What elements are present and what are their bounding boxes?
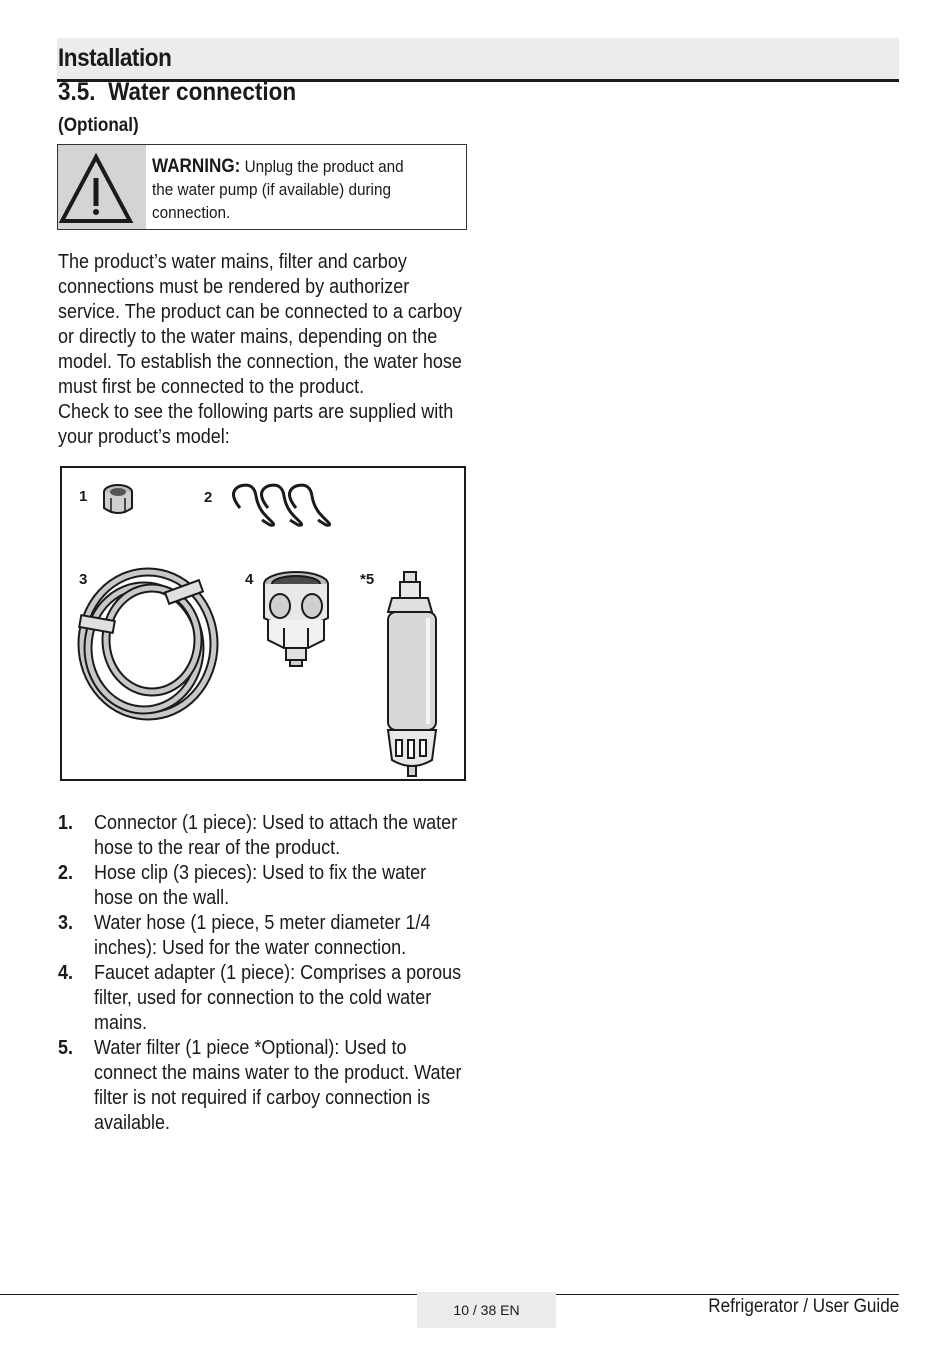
water-hose-icon xyxy=(79,572,214,716)
figure-label-4: 4 xyxy=(245,571,254,588)
section-heading: Water connection xyxy=(108,78,297,106)
warning-message: Unplug the product and the water pump (if available) during connection. xyxy=(152,157,404,222)
list-text: Water hose (1 piece, 5 meter diameter 1/4 inches): Used for the water connection. xyxy=(94,912,431,959)
figure-label-5: *5 xyxy=(360,571,375,588)
list-index: 3. xyxy=(58,912,74,934)
warning-label: WARNING: xyxy=(152,156,241,177)
faucet-adapter-icon xyxy=(264,572,328,666)
warning-triangle-icon xyxy=(58,145,146,229)
connector-icon xyxy=(104,485,132,513)
list-item xyxy=(58,961,468,1036)
section-number: 3.5. xyxy=(58,78,96,106)
parts-illustration xyxy=(62,468,464,779)
warning-box xyxy=(57,144,467,230)
list-text: Hose clip (3 pieces): Used to fix the water hose on the wall. xyxy=(94,862,427,909)
list-text: Faucet adapter (1 piece): Comprises a porous filter, used for connection to the cold water mains. xyxy=(94,962,462,1034)
hose-clip-icon xyxy=(234,485,330,525)
page-header-title: Installation xyxy=(58,44,172,72)
warning-text xyxy=(152,155,422,224)
optional-note: (Optional) xyxy=(58,115,139,136)
intro-paragraph: The product’s water mains, filter and carboy connections must be rendered by authorizer service. The product can be connected to a carboy or directly to the water mains, depending on the model. To establish the connection, the water hose must first be connected to the product. xyxy=(58,251,462,398)
parts-check-paragraph: Check to see the following parts are supplied with your product’s model: xyxy=(58,401,454,448)
list-index: 1. xyxy=(58,812,74,834)
guide-title: Refrigerator / User Guide xyxy=(707,1296,899,1317)
parts-figure xyxy=(60,466,466,781)
section-title xyxy=(58,78,296,107)
list-index: 2. xyxy=(58,862,74,884)
list-item xyxy=(58,1036,468,1136)
list-item xyxy=(58,861,468,911)
list-index: 4. xyxy=(58,962,74,984)
parts-list xyxy=(58,811,468,1136)
list-index: 5. xyxy=(58,1037,74,1059)
figure-label-2: 2 xyxy=(204,489,213,506)
page-number: 10 / 38 EN xyxy=(417,1292,556,1328)
header-band xyxy=(57,38,899,82)
intro-text xyxy=(58,250,463,450)
warning-icon-cell xyxy=(58,145,146,229)
figure-label-3: 3 xyxy=(79,571,88,588)
list-text: Connector (1 piece): Used to attach the water hose to the rear of the product. xyxy=(94,812,458,859)
list-text: Water filter (1 piece *Optional): Used to connect the mains water to the product. Water filter is not required if carboy connection is available. xyxy=(94,1037,462,1134)
figure-label-1: 1 xyxy=(79,488,88,505)
water-filter-icon xyxy=(388,572,436,776)
list-item xyxy=(58,911,468,961)
list-item xyxy=(58,811,468,861)
